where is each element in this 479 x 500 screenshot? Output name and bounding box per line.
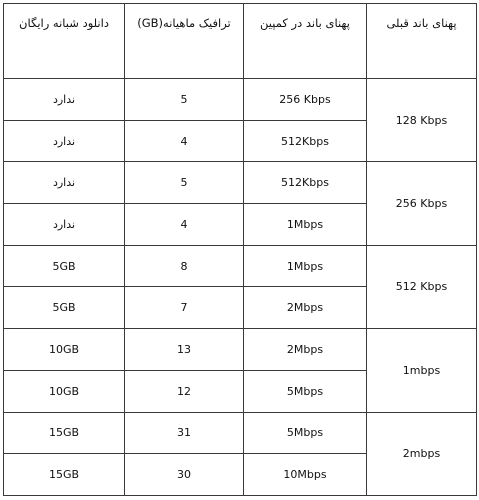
table-row [4, 162, 477, 204]
previous-bandwidth-cell: 512 Kbps [367, 245, 477, 328]
monthly-traffic-cell: 4 [125, 120, 244, 162]
monthly-traffic-cell: 5 [125, 79, 244, 121]
campaign-bandwidth-cell: 1Mbps [244, 245, 367, 287]
previous-bandwidth-cell: 128 Kbps [367, 79, 477, 162]
monthly-traffic-cell: 5 [125, 162, 244, 204]
free-night-download-cell: 15GB [4, 454, 125, 496]
free-night-download-cell: ندارد [4, 162, 125, 204]
free-night-download-cell: 5GB [4, 245, 125, 287]
campaign-bandwidth-cell: 512Kbps [244, 120, 367, 162]
previous-bandwidth-cell: 1mbps [367, 329, 477, 412]
campaign-bandwidth-cell: 256 Kbps [244, 79, 367, 121]
campaign-bandwidth-cell: 2Mbps [244, 329, 367, 371]
campaign-bandwidth-cell: 2Mbps [244, 287, 367, 329]
monthly-traffic-cell: 4 [125, 204, 244, 246]
free-night-download-cell: ندارد [4, 120, 125, 162]
header-row [4, 4, 477, 79]
table-row [4, 245, 477, 287]
campaign-bandwidth-cell: 1Mbps [244, 204, 367, 246]
table-row [4, 412, 477, 454]
monthly-traffic-cell: 7 [125, 287, 244, 329]
monthly-traffic-cell: 13 [125, 329, 244, 371]
monthly-traffic-cell: 30 [125, 454, 244, 496]
header-previous-bandwidth: پهنای باند قبلی [367, 4, 477, 79]
previous-bandwidth-cell: 256 Kbps [367, 162, 477, 245]
previous-bandwidth-cell: 2mbps [367, 412, 477, 496]
free-night-download-cell: ندارد [4, 79, 125, 121]
free-night-download-cell: 10GB [4, 370, 125, 412]
campaign-bandwidth-cell: 5Mbps [244, 412, 367, 454]
free-night-download-cell: 10GB [4, 329, 125, 371]
campaign-bandwidth-cell: 512Kbps [244, 162, 367, 204]
header-campaign-bandwidth: پهنای باند در کمپین [244, 4, 367, 79]
monthly-traffic-cell: 31 [125, 412, 244, 454]
bandwidth-table [3, 3, 477, 496]
header-monthly-traffic: ترافیک ماهیانه(GB) [125, 4, 244, 79]
free-night-download-cell: ندارد [4, 204, 125, 246]
free-night-download-cell: 15GB [4, 412, 125, 454]
campaign-bandwidth-cell: 10Mbps [244, 454, 367, 496]
table-row [4, 79, 477, 121]
table-row [4, 329, 477, 371]
free-night-download-cell: 5GB [4, 287, 125, 329]
campaign-bandwidth-cell: 5Mbps [244, 370, 367, 412]
monthly-traffic-cell: 8 [125, 245, 244, 287]
monthly-traffic-cell: 12 [125, 370, 244, 412]
header-free-night-download: دانلود شبانه رایگان [4, 4, 125, 79]
